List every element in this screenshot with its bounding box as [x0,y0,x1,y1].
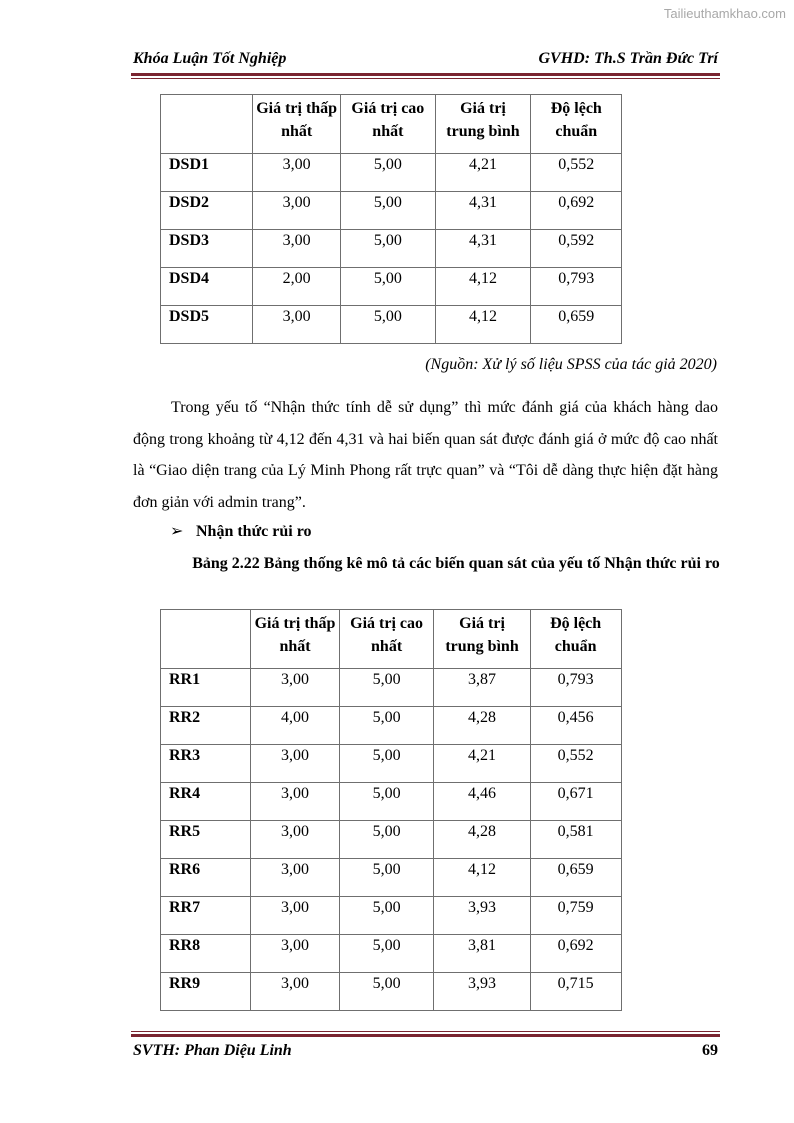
table-cell: 5,00 [341,268,435,306]
table-cell: 3,81 [434,935,530,973]
table-cell: 3,00 [251,897,339,935]
table-cell: 0,793 [530,669,621,707]
table-row [161,783,709,821]
table-row [161,745,709,783]
table-cell: 3,00 [251,859,339,897]
table-cell: 0,692 [530,935,621,973]
header-rule [131,73,720,76]
table-cell: 0,581 [530,821,621,859]
table-row [161,268,709,306]
table-row [161,192,709,230]
table-cell: 3,93 [434,973,530,1011]
table-cell: 0,715 [530,973,621,1011]
table-cell: 5,00 [341,192,435,230]
column-header: Độ lệch chuẩn [531,95,622,154]
variable-label: RR7 [161,897,251,935]
table-cell: 5,00 [339,707,434,745]
table-cell: 4,46 [434,783,530,821]
table-row [161,306,709,344]
body-paragraph: Trong yếu tố “Nhận thức tính dễ sử dụng” thì mức đánh giá của khách hàng dao động trong khoảng từ 4,12 đến 4,31 và hai biến quan sát được đánh giá ở mức độ cao nhất là “Giao diện trang của Lý Minh Phong rất trực quan” và “Tôi dễ dàng thực hiện đặt hàng đơn giản với admin trang”. [133,399,718,511]
table-cell: 3,87 [434,669,530,707]
table-row [161,935,709,973]
table-ease-of-use [160,94,709,344]
table-cell: 3,93 [434,897,530,935]
table-cell: 5,00 [339,821,434,859]
table-cell: 5,00 [341,306,435,344]
column-header: Giá trị cao nhất [341,95,435,154]
footer-rule [131,1034,720,1037]
table-cell: 4,21 [434,745,530,783]
section-title: Nhận thức rủi ro [196,523,312,540]
table-header-row [161,610,709,669]
table-cell: 4,31 [435,192,531,230]
footer-rule-thin [131,1031,720,1032]
table-cell: 5,00 [339,973,434,1011]
table-cell: 4,28 [434,707,530,745]
table-cell: 4,12 [434,859,530,897]
variable-label: RR9 [161,973,251,1011]
table-cell: 3,00 [251,783,339,821]
table-cell: 0,552 [531,154,622,192]
table-row [161,897,709,935]
header-rule-thin [131,78,720,79]
table-cell: 3,00 [251,935,339,973]
table-row [161,230,709,268]
table-cell: 3,00 [251,821,339,859]
table-cell: 4,12 [435,268,531,306]
variable-label: RR3 [161,745,251,783]
table-cell: 4,00 [251,707,339,745]
table-cell: 4,31 [435,230,531,268]
column-header: Giá trị trung bình [434,610,530,669]
table-cell: 5,00 [339,669,434,707]
table-cell: 0,456 [530,707,621,745]
variable-label: RR1 [161,669,251,707]
table-cell: 5,00 [341,154,435,192]
source-note: (Nguồn: Xử lý số liệu SPSS của tác giả 2020) [425,356,717,373]
table-row [161,669,709,707]
table-row [161,154,709,192]
table-cell: 0,659 [531,306,622,344]
column-header [161,95,253,154]
column-header: Giá trị trung bình [435,95,531,154]
variable-label: RR2 [161,707,251,745]
table-cell: 4,28 [434,821,530,859]
variable-label: RR8 [161,935,251,973]
table-row [161,821,709,859]
table-cell: 4,21 [435,154,531,192]
table-caption: Bảng 2.22 Bảng thống kê mô tả các biến quan sát của yếu tố Nhận thức rủi ro [192,555,720,572]
variable-label: DSD2 [161,192,253,230]
table-cell: 5,00 [339,935,434,973]
table-cell: 2,00 [253,268,341,306]
table-cell: 0,793 [531,268,622,306]
column-header [161,610,251,669]
variable-label: DSD4 [161,268,253,306]
variable-label: RR5 [161,821,251,859]
variable-label: DSD3 [161,230,253,268]
table-cell: 3,00 [251,745,339,783]
table-cell: 0,759 [530,897,621,935]
variable-label: DSD1 [161,154,253,192]
variable-label: RR4 [161,783,251,821]
footer-student: SVTH: Phan Diệu Linh [133,1042,292,1059]
table-row [161,707,709,745]
table-cell: 5,00 [339,745,434,783]
table-cell: 3,00 [253,154,341,192]
table-cell: 5,00 [339,783,434,821]
table-row [161,973,709,1011]
table-cell: 3,00 [253,230,341,268]
table-cell: 3,00 [253,306,341,344]
header-advisor: GVHD: Th.S Trần Đức Trí [538,50,718,67]
watermark: Tailieuthamkhao.com [663,6,786,21]
table-cell: 5,00 [341,230,435,268]
column-header: Độ lệch chuẩn [530,610,621,669]
section-heading [170,521,312,541]
header-thesis-title: Khóa Luận Tốt Nghiệp [133,50,287,67]
table-row [161,859,709,897]
table-header-row [161,95,709,154]
column-header: Giá trị thấp nhất [253,95,341,154]
table-cell: 0,671 [530,783,621,821]
table-cell: 3,00 [251,669,339,707]
table-cell: 5,00 [339,897,434,935]
table-cell: 5,00 [339,859,434,897]
variable-label: DSD5 [161,306,253,344]
table-cell: 0,659 [530,859,621,897]
table-cell: 3,00 [253,192,341,230]
column-header: Giá trị cao nhất [339,610,434,669]
table-cell: 0,552 [530,745,621,783]
table-cell: 3,00 [251,973,339,1011]
table-cell: 4,12 [435,306,531,344]
table-cell: 0,592 [531,230,622,268]
column-header: Giá trị thấp nhất [251,610,339,669]
variable-label: RR6 [161,859,251,897]
table-cell: 0,692 [531,192,622,230]
table-risk-perception [160,609,709,1011]
page-number: 69 [702,1042,718,1059]
arrow-bullet-icon: ➢ [170,523,184,540]
